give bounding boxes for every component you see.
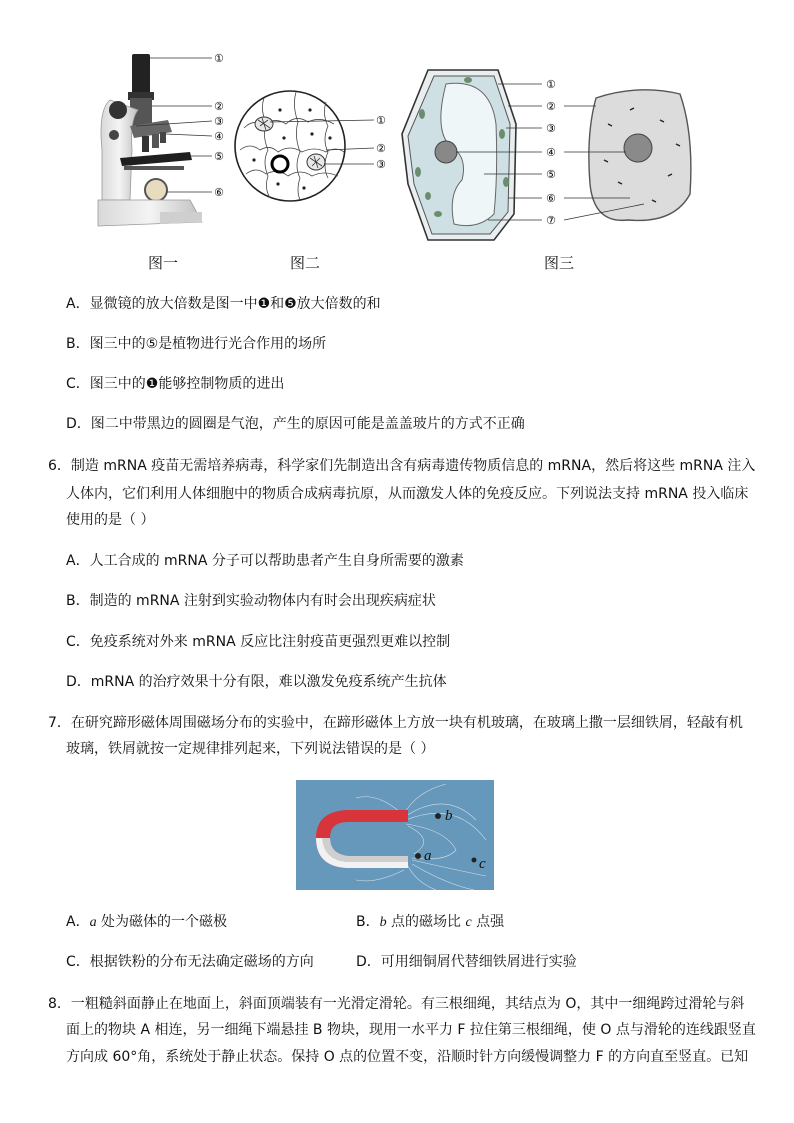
plant-nucleus [435,141,457,163]
q6-option-b: B．制造的 mRNA 注射到实验动物体内有时会出现疾病症状 [66,593,436,609]
q8-stem-line3: 方向成 60°角，系统处于静止状态。保持 O 点的位置不变，沿顺时针方向缓慢调整力 F 的方向直至竖直。已知 [66,1049,749,1065]
fig3-label-5: ⑤ [546,168,556,181]
fig1-label-6: ⑥ [214,186,224,199]
figure-microscope-view [234,88,394,204]
q7-stem-line1: 7．在研究蹄形磁体周围磁场分布的实验中，在蹄形磁体上方放一块有机玻璃，在玻璃上撒一层细铁屑，轻敲有机 [48,715,743,731]
coarse-knob [109,101,127,119]
q7-option-a: A．a 处为磁体的一个磁极 [66,914,228,930]
objective-lens [142,136,149,152]
eyepiece [132,54,150,94]
fig3-caption: 图三 [544,254,575,272]
q6-stem-line2: 人体内，它们利用人体细胞中的物质合成病毒抗原，从而激发人体的免疫反应。下列说法支持 mRNA 投入临床 [66,486,749,502]
fig3-label-4: ④ [546,146,556,159]
fig2-label-2: ② [376,142,386,155]
fig1-label-3: ③ [214,115,224,128]
q5-option-d: D．图二中带黑边的圆圈是气泡，产生的原因可能是盖盖玻片的方式不正确 [66,416,525,432]
q5-option-c: C．图三中的❶能够控制物质的进出 [66,376,285,392]
q6-option-d: D．mRNA 的治疗效果十分有限，难以激发免疫系统产生抗体 [66,674,447,690]
q7-option-d: D．可用细铜屑代替细铁屑进行实验 [356,954,577,970]
fig1-label-1: ① [214,52,224,65]
q6-stem-line1: 6．制造 mRNA 疫苗无需培养病毒，科学家们先制造出含有病毒遗传物质信息的 mRNA，然后将这些 mRNA 注入 [48,458,756,474]
magnet-photo [296,780,494,890]
fig2-caption: 图二 [290,254,321,272]
q5-option-b: B．图三中的⑤是植物进行光合作用的场所 [66,336,327,352]
fig1-label-2: ② [214,100,224,113]
q8-stem-line2: 面上的物块 A 相连，另一细绳下端悬挂 B 物块，现用一水平力 F 拉住第三根细绳，使 O 点与滑轮的连线跟竖直 [66,1022,756,1038]
air-bubble [272,156,288,172]
figure-microscope [90,40,240,240]
fig1-label-5: ⑤ [214,150,224,163]
q8-stem-line1: 8．一粗糙斜面静止在地面上，斜面顶端装有一光滑定滑轮。有三根细绳，其结点为 O，其中一细绳跨过滑轮与斜 [48,996,745,1012]
q7-stem-line2: 玻璃，铁屑就按一定规律排列起来，下列说法错误的是（ ） [66,741,435,757]
figure-cells [398,64,698,244]
fig2-label-1: ① [376,114,386,127]
point-label-c: c [479,856,486,872]
fig3-label-2: ② [546,100,556,113]
point-label-a: a [424,848,432,864]
fig3-label-6: ⑥ [546,192,556,205]
fig3-label-3: ③ [546,122,556,135]
q6-stem-line3: 使用的是（ ） [66,512,155,528]
q6-option-c: C．免疫系统对外来 mRNA 反应比注射疫苗更强烈更难以控制 [66,634,451,650]
q7-option-c: C．根据铁粉的分布无法确定磁场的方向 [66,954,314,970]
animal-nucleus [624,134,652,162]
fig3-label-1: ① [546,78,556,91]
q7-option-b: B．b 点的磁场比 c 点强 [356,914,505,930]
fig3-label-7: ⑦ [546,214,556,227]
q6-option-a: A．人工合成的 mRNA 分子可以帮助患者产生自身所需要的激素 [66,553,464,569]
q5-option-a: A．显微镜的放大倍数是图一中❶和❺放大倍数的和 [66,296,381,312]
fig1-label-4: ④ [214,130,224,143]
fig1-caption: 图一 [148,254,179,272]
reflector-mirror [145,179,167,201]
fig2-label-3: ③ [376,158,386,171]
point-label-b: b [445,808,453,824]
